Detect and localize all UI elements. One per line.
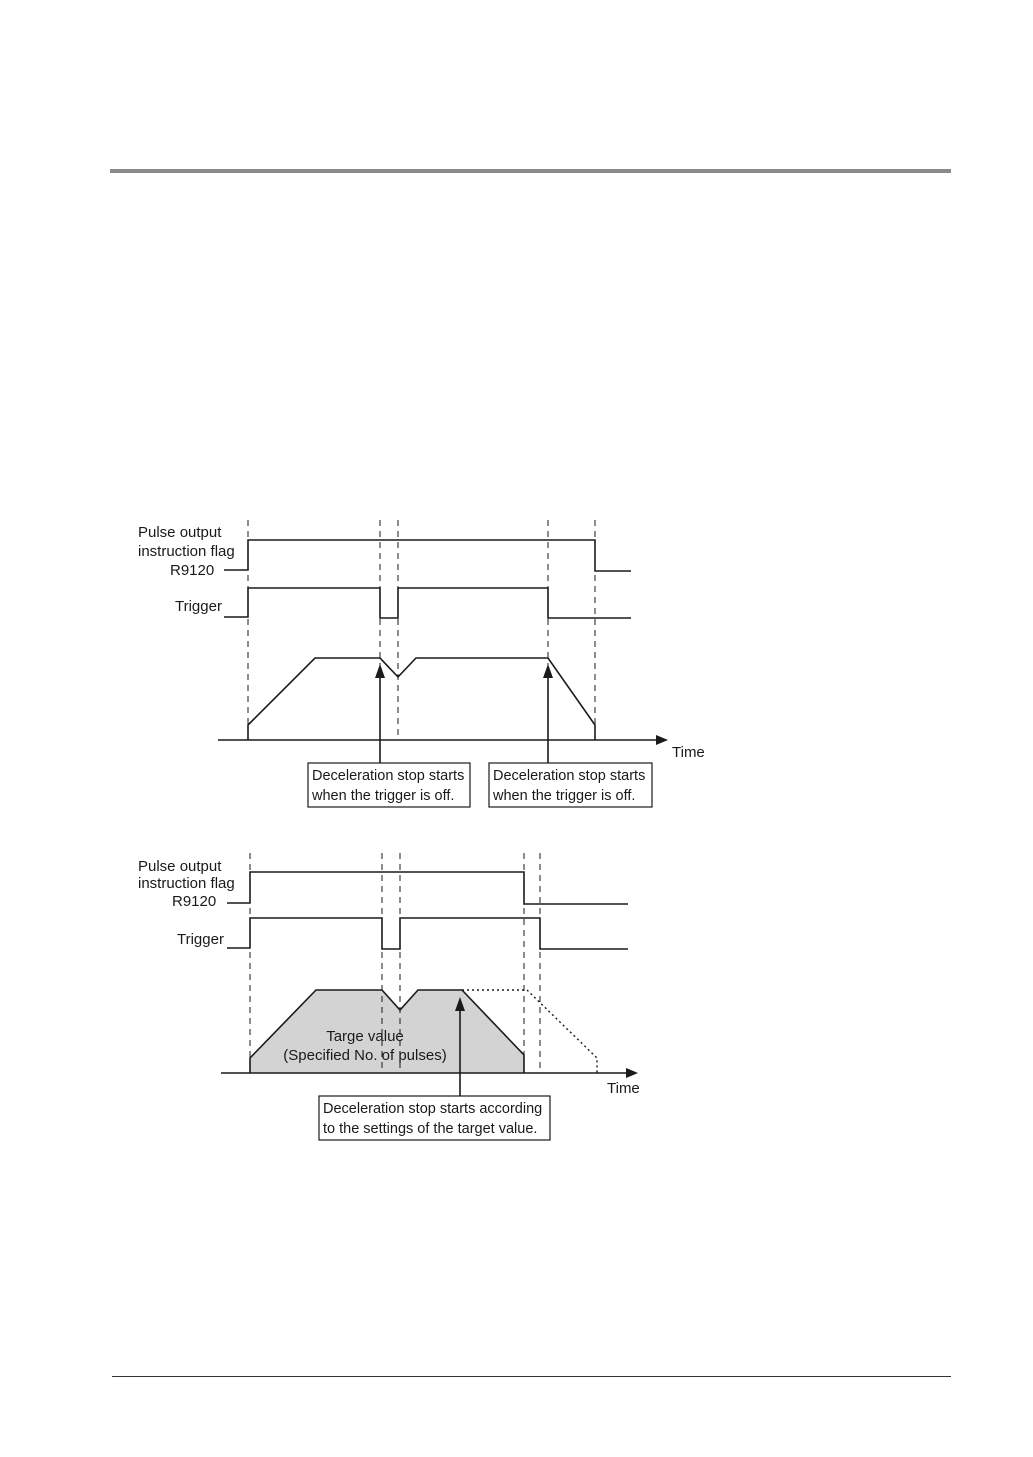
dashed-guides-1 [248, 520, 595, 740]
footer-rule [112, 1376, 951, 1377]
callout-left-line1: Deceleration stop starts [312, 768, 465, 784]
trigger-signal-1 [224, 588, 631, 618]
flag-label-2-line3: R9120 [172, 893, 217, 910]
flag-signal-2 [227, 872, 628, 904]
trigger-signal-2 [227, 918, 628, 949]
time-axis-arrow-2 [626, 1068, 638, 1078]
speed-profile-1 [248, 658, 595, 740]
trigger-label-2: Trigger [177, 931, 224, 948]
diagram-1 [218, 520, 668, 807]
flag-label-2-line1: Pulse output [138, 858, 222, 875]
flag-label-line1: Pulse output [138, 524, 222, 541]
flag-label-2-line2: instruction flag [138, 875, 235, 892]
trigger-label: Trigger [175, 598, 222, 615]
flag-label-line3: R9120 [170, 562, 215, 579]
area-label-line2: (Specified No. of pulses) [283, 1047, 447, 1064]
callout-right-line2: when the trigger is off. [493, 788, 636, 804]
time-label-2: Time [607, 1080, 640, 1097]
flag-signal-1 [224, 540, 631, 571]
callout-right-line1: Deceleration stop starts [493, 768, 646, 784]
time-label: Time [672, 744, 705, 761]
diagram-1-labels [138, 524, 705, 804]
callout-2-line1: Deceleration stop starts according [323, 1101, 543, 1117]
callout-2-line2: to the settings of the target value. [323, 1121, 538, 1137]
area-label-line1: Targe value [326, 1028, 404, 1045]
flag-label-line2: instruction flag [138, 543, 235, 560]
callout-left-line2: when the trigger is off. [312, 788, 455, 804]
time-axis-arrow-1 [656, 735, 668, 745]
